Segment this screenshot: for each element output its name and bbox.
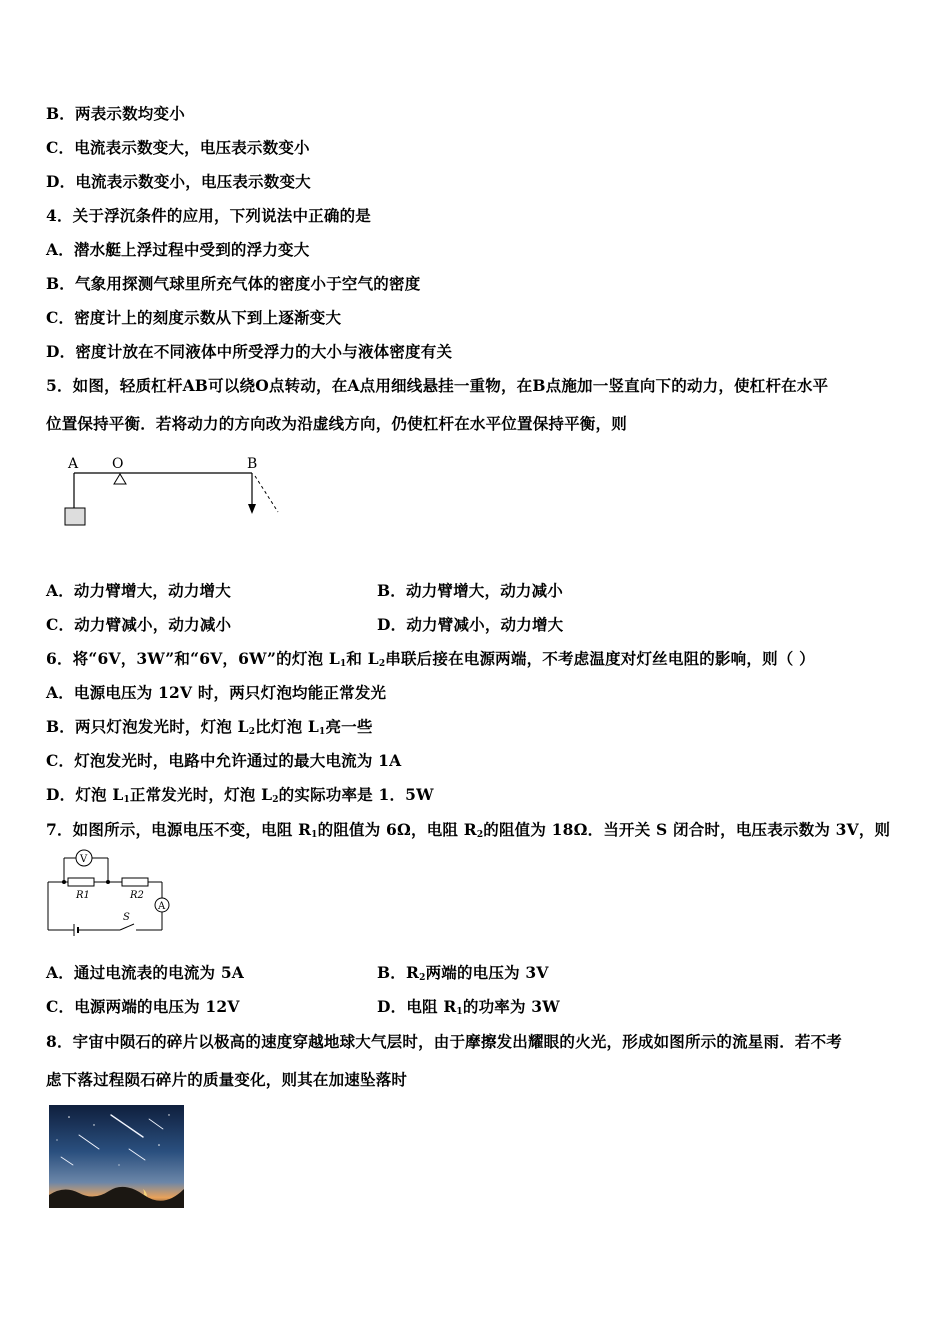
switch-s — [120, 924, 134, 930]
q5-option-c: C．动力臂减小，动力减小 — [46, 615, 232, 634]
q3-option-c: C．电流表示数变大，电压表示数变小 — [46, 138, 310, 157]
q7-option-c: C．电源两端的电压为 12V — [46, 997, 240, 1016]
lever-label-b: B — [247, 456, 258, 472]
switch-label: S — [123, 912, 130, 923]
q4-option-b: B．气象用探测气球里所充气体的密度小于空气的密度 — [46, 274, 421, 293]
q5-option-d: D．动力臂减小，动力增大 — [377, 615, 564, 634]
q7-option-b: B．$R_2$两端的电压为 3V — [377, 963, 549, 983]
q6-option-c: C．灯泡发光时，电路中允许通过的最大电流为 1A — [46, 751, 402, 770]
lever-diagram — [60, 450, 290, 535]
q4-option-d: D．密度计放在不同液体中所受浮力的大小与液体密度有关 — [46, 342, 453, 361]
r1-label: R1 — [76, 890, 90, 901]
q4-option-a: A．潜水艇上浮过程中受到的浮力变大 — [46, 240, 310, 259]
dashed-force-direction — [255, 476, 278, 512]
q6-option-b: B．两只灯泡发光时，灯泡 $L_2$比灯泡 $L_1$亮一些 — [46, 717, 373, 737]
q7-option-d: D．电阻 $R_1$的功率为 3W — [377, 997, 560, 1017]
q3-option-b: B．两表示数均变小 — [46, 104, 185, 123]
q6-stem: 6．将“6V，3W”和“6V，6W”的灯泡 $L_1$和 $L_2$串联后接在电源两端，不考虑温度对灯丝电阻的影响，则（ ） — [46, 649, 815, 669]
q8-stem-line2: 虑下落过程陨石碎片的质量变化，则其在加速坠落时 — [46, 1070, 408, 1089]
hanging-weight — [65, 508, 85, 525]
fulcrum-triangle — [114, 474, 126, 484]
q8-stem-line1: 8．宇宙中陨石的碎片以极高的速度穿越地球大气层时，由于摩擦发出耀眼的火光，形成如图所示的流星雨．若不考 — [46, 1032, 842, 1051]
lever-label-o: O — [112, 456, 124, 472]
q5-stem-line1: 5．如图，轻质杠杆AB可以绕O点转动，在A点用细线悬挂一重物，在B点施加一竖直向下的动力，使杠杆在水平 — [46, 376, 829, 395]
q6-option-a: A．电源电压为 12V 时，两只灯泡均能正常发光 — [46, 683, 387, 702]
q3-option-d: D．电流表示数变小，电压表示数变大 — [46, 172, 311, 191]
q7-option-a: A．通过电流表的电流为 5A — [46, 963, 245, 982]
q5-option-b: B．动力臂增大，动力减小 — [377, 581, 564, 600]
meteor-shower-image — [49, 1105, 184, 1208]
circuit-diagram — [46, 848, 176, 940]
q4-stem: 4．关于浮沉条件的应用，下列说法中正确的是 — [46, 206, 371, 225]
r2-label: R2 — [130, 890, 144, 901]
resistor-r1 — [68, 878, 94, 886]
ammeter-label: A — [158, 901, 166, 912]
lever-label-a: A — [68, 456, 79, 472]
q6-option-d: D．灯泡 $L_1$正常发光时，灯泡 $L_2$的实际功率是 1．5W — [46, 785, 434, 805]
force-arrowhead — [248, 504, 256, 514]
q5-option-a: A．动力臂增大，动力增大 — [46, 581, 231, 600]
q4-option-c: C．密度计上的刻度示数从下到上逐渐变大 — [46, 308, 342, 327]
q5-stem-line2: 位置保持平衡．若将动力的方向改为沿虚线方向，仍使杠杆在水平位置保持平衡，则 — [46, 414, 627, 433]
resistor-r2 — [122, 878, 148, 886]
q7-stem: 7．如图所示，电源电压不变，电阻 $R_1$的阻值为 6Ω，电阻 $R_2$的阻值为 18Ω．当开关 S 闭合时，电压表示数为 3V，则 — [46, 820, 891, 840]
voltmeter-label: V — [80, 854, 88, 865]
